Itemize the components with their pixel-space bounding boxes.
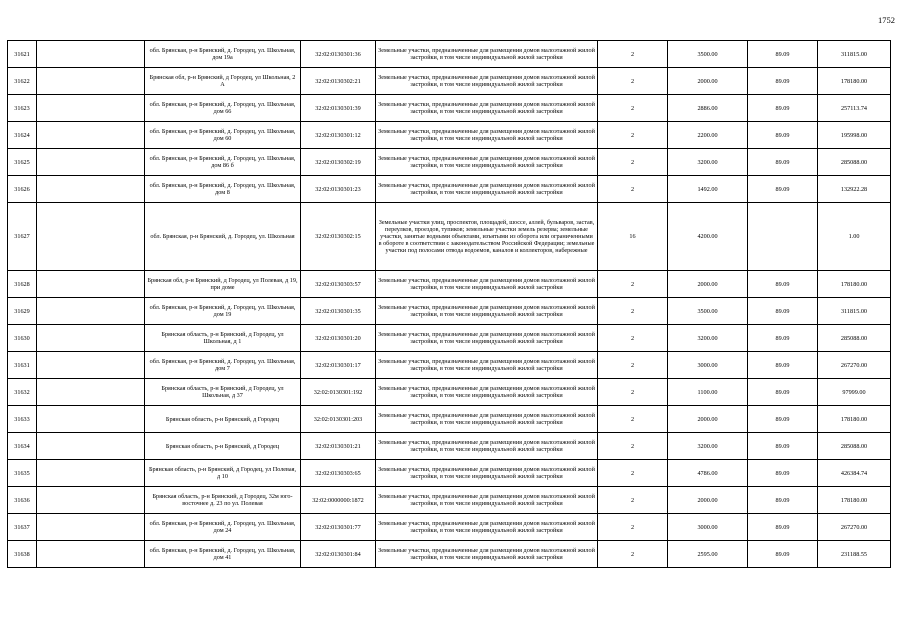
row-area: 4786.00: [668, 460, 748, 487]
row-value: 178180.00: [818, 406, 891, 433]
row-rate: 89.09: [748, 460, 818, 487]
row-address: Брянская область, р-н Брянский, д Городец, 32м юго-восточнее д. 23 по ул. Полевая: [145, 487, 301, 514]
row-group-code: 2: [598, 149, 668, 176]
row-id: 31633: [8, 406, 37, 433]
row-value: 178180.00: [818, 487, 891, 514]
row-rate: 89.09: [748, 433, 818, 460]
row-cadastral-number: 32:02:0130301:39: [301, 95, 376, 122]
row-address: обл. Брянская, р-н Брянский, д. Городец, ул. Школьная, дом 8: [145, 176, 301, 203]
row-purpose: Земельные участки, предназначенные для размещения домов малоэтажной жилой застройки, в том числе индивидуальной жилой застройки: [376, 406, 598, 433]
row-blank: [37, 271, 145, 298]
row-rate: 89.09: [748, 149, 818, 176]
row-purpose: Земельные участки улиц, проспектов, площадей, шоссе, аллей, бульваров, застав, переулков, проездов, тупиков; земельные участки земель резерва; земельные участки, занятые водными объектами, изъятыми из оборота или ограниченными в обороте в соответствии с законодательством Российской Федерации; земельные участки под полосами отвода водоемов, каналов и коллекторов, набережные: [376, 203, 598, 271]
table-row: [8, 433, 891, 460]
row-blank: [37, 149, 145, 176]
row-purpose: Земельные участки, предназначенные для размещения домов малоэтажной жилой застройки, в том числе индивидуальной жилой застройки: [376, 298, 598, 325]
row-purpose: Земельные участки, предназначенные для размещения домов малоэтажной жилой застройки, в том числе индивидуальной жилой застройки: [376, 122, 598, 149]
table-row: [8, 41, 891, 68]
row-cadastral-number: 32:02:0130303:65: [301, 460, 376, 487]
row-address: обл. Брянская, р-н Брянский, д. Городец, ул. Школьная, дом 24: [145, 514, 301, 541]
row-address: обл. Брянская, р-н Брянский, д. Городец, ул. Школьная, дом 41: [145, 541, 301, 568]
row-cadastral-number: 32:02:0130301:21: [301, 433, 376, 460]
row-address: обл. Брянская, р-н Брянский, д. Городец, ул. Школьная, дом 7: [145, 352, 301, 379]
row-rate: 89.09: [748, 379, 818, 406]
row-value: 285088.00: [818, 325, 891, 352]
row-id: 31621: [8, 41, 37, 68]
row-purpose: Земельные участки, предназначенные для размещения домов малоэтажной жилой застройки, в том числе индивидуальной жилой застройки: [376, 68, 598, 95]
row-id: 31626: [8, 176, 37, 203]
row-purpose: Земельные участки, предназначенные для размещения домов малоэтажной жилой застройки, в том числе индивидуальной жилой застройки: [376, 379, 598, 406]
page-number: 1752: [878, 15, 895, 25]
row-rate: 89.09: [748, 41, 818, 68]
row-group-code: 2: [598, 379, 668, 406]
row-purpose: Земельные участки, предназначенные для размещения домов малоэтажной жилой застройки, в том числе индивидуальной жилой застройки: [376, 41, 598, 68]
table-row: [8, 298, 891, 325]
row-value: 311815.00: [818, 41, 891, 68]
row-area: 3500.00: [668, 298, 748, 325]
row-id: 31623: [8, 95, 37, 122]
row-purpose: Земельные участки, предназначенные для размещения домов малоэтажной жилой застройки, в том числе индивидуальной жилой застройки: [376, 271, 598, 298]
row-blank: [37, 406, 145, 433]
row-group-code: 2: [598, 325, 668, 352]
row-group-code: 2: [598, 487, 668, 514]
row-area: 3500.00: [668, 41, 748, 68]
row-area: 2886.00: [668, 95, 748, 122]
row-blank: [37, 203, 145, 271]
row-id: 31634: [8, 433, 37, 460]
row-purpose: Земельные участки, предназначенные для размещения домов малоэтажной жилой застройки, в том числе индивидуальной жилой застройки: [376, 433, 598, 460]
row-area: 2000.00: [668, 271, 748, 298]
row-id: 31622: [8, 68, 37, 95]
row-address: Брянская область, р-н Брянский, д Городец, ул Школьная, д 37: [145, 379, 301, 406]
row-area: 1492.00: [668, 176, 748, 203]
row-group-code: 2: [598, 271, 668, 298]
row-rate: 89.09: [748, 352, 818, 379]
row-group-code: 2: [598, 68, 668, 95]
row-area: 2200.00: [668, 122, 748, 149]
row-rate: 89.09: [748, 487, 818, 514]
row-area: 2000.00: [668, 487, 748, 514]
row-blank: [37, 379, 145, 406]
row-address: обл. Брянская, р-н Брянский, д. Городец, ул. Школьная, дом 19а: [145, 41, 301, 68]
row-value: 1.00: [818, 203, 891, 271]
row-id: 31629: [8, 298, 37, 325]
row-rate: 89.09: [748, 122, 818, 149]
row-value: 426384.74: [818, 460, 891, 487]
row-group-code: 2: [598, 95, 668, 122]
row-group-code: 2: [598, 514, 668, 541]
row-address: Брянская обл, р-н Брянский, д Городец, ул Полевая, д 19, при доме: [145, 271, 301, 298]
row-cadastral-number: 32:02:0130301:203: [301, 406, 376, 433]
row-rate: 89.09: [748, 541, 818, 568]
row-value: 97999.00: [818, 379, 891, 406]
row-address: Брянская область, р-н Брянский, д Городец, ул Школьная, д 1: [145, 325, 301, 352]
row-cadastral-number: 32:02:0130301:20: [301, 325, 376, 352]
row-blank: [37, 298, 145, 325]
row-value: 267270.00: [818, 352, 891, 379]
cadastral-value-table: [7, 40, 891, 568]
row-value: 285088.00: [818, 149, 891, 176]
row-value: 311815.00: [818, 298, 891, 325]
row-id: 31635: [8, 460, 37, 487]
row-purpose: Земельные участки, предназначенные для размещения домов малоэтажной жилой застройки, в том числе индивидуальной жилой застройки: [376, 514, 598, 541]
row-id: 31631: [8, 352, 37, 379]
row-id: 31624: [8, 122, 37, 149]
row-purpose: Земельные участки, предназначенные для размещения домов малоэтажной жилой застройки, в том числе индивидуальной жилой застройки: [376, 176, 598, 203]
table-row: [8, 541, 891, 568]
row-rate: 89.09: [748, 406, 818, 433]
row-id: 31638: [8, 541, 37, 568]
row-area: 2000.00: [668, 68, 748, 95]
table-row: [8, 176, 891, 203]
row-blank: [37, 514, 145, 541]
row-cadastral-number: 32:02:0130303:57: [301, 271, 376, 298]
row-value: 257113.74: [818, 95, 891, 122]
row-purpose: Земельные участки, предназначенные для размещения домов малоэтажной жилой застройки, в том числе индивидуальной жилой застройки: [376, 352, 598, 379]
row-purpose: Земельные участки, предназначенные для размещения домов малоэтажной жилой застройки, в том числе индивидуальной жилой застройки: [376, 95, 598, 122]
row-rate: 89.09: [748, 271, 818, 298]
row-purpose: Земельные участки, предназначенные для размещения домов малоэтажной жилой застройки, в том числе индивидуальной жилой застройки: [376, 325, 598, 352]
row-blank: [37, 41, 145, 68]
row-cadastral-number: 32:02:0130301:77: [301, 514, 376, 541]
row-purpose: Земельные участки, предназначенные для размещения домов малоэтажной жилой застройки, в том числе индивидуальной жилой застройки: [376, 487, 598, 514]
row-blank: [37, 325, 145, 352]
row-cadastral-number: 32:02:0130301:36: [301, 41, 376, 68]
row-area: 3000.00: [668, 514, 748, 541]
row-address: Брянская область, р-н Брянский, д Городец, ул Полевая, д 10: [145, 460, 301, 487]
row-address: обл. Брянская, р-н Брянский, д. Городец, ул. Школьная, дом 86 б: [145, 149, 301, 176]
row-cadastral-number: 32:02:0130302:19: [301, 149, 376, 176]
row-group-code: 16: [598, 203, 668, 271]
row-blank: [37, 68, 145, 95]
row-group-code: 2: [598, 541, 668, 568]
table-row: [8, 460, 891, 487]
table-row: [8, 271, 891, 298]
row-cadastral-number: 32:02:0130301:84: [301, 541, 376, 568]
table-row: [8, 352, 891, 379]
row-cadastral-number: 32:02:0000000:1872: [301, 487, 376, 514]
table-row: [8, 203, 891, 271]
table-row: [8, 122, 891, 149]
row-value: 267270.00: [818, 514, 891, 541]
row-rate: 89.09: [748, 176, 818, 203]
row-blank: [37, 487, 145, 514]
row-value: 178180.00: [818, 271, 891, 298]
table-row: [8, 487, 891, 514]
row-id: 31627: [8, 203, 37, 271]
row-cadastral-number: 32:02:0130301:192: [301, 379, 376, 406]
row-purpose: Земельные участки, предназначенные для размещения домов малоэтажной жилой застройки, в том числе индивидуальной жилой застройки: [376, 460, 598, 487]
row-blank: [37, 460, 145, 487]
row-group-code: 2: [598, 176, 668, 203]
row-value: 132922.28: [818, 176, 891, 203]
row-cadastral-number: 32:02:0130302:15: [301, 203, 376, 271]
table-row: [8, 325, 891, 352]
row-group-code: 2: [598, 433, 668, 460]
row-group-code: 2: [598, 406, 668, 433]
row-group-code: 2: [598, 298, 668, 325]
row-cadastral-number: 32:02:0130301:17: [301, 352, 376, 379]
row-id: 31630: [8, 325, 37, 352]
row-rate: 89.09: [748, 68, 818, 95]
row-area: 3200.00: [668, 149, 748, 176]
row-id: 31628: [8, 271, 37, 298]
row-area: 1100.00: [668, 379, 748, 406]
row-area: 3200.00: [668, 325, 748, 352]
row-address: обл. Брянская, р-н Брянский, д. Городец, ул. Школьная, дом 19: [145, 298, 301, 325]
row-purpose: Земельные участки, предназначенные для размещения домов малоэтажной жилой застройки, в том числе индивидуальной жилой застройки: [376, 541, 598, 568]
row-rate: [748, 203, 818, 271]
row-area: 2595.00: [668, 541, 748, 568]
row-value: 195998.00: [818, 122, 891, 149]
row-cadastral-number: 32:02:0130301:23: [301, 176, 376, 203]
row-area: 3000.00: [668, 352, 748, 379]
row-rate: 89.09: [748, 298, 818, 325]
row-blank: [37, 176, 145, 203]
row-blank: [37, 541, 145, 568]
row-group-code: 2: [598, 352, 668, 379]
row-group-code: 2: [598, 122, 668, 149]
row-group-code: 2: [598, 460, 668, 487]
row-area: 4200.00: [668, 203, 748, 271]
row-blank: [37, 122, 145, 149]
row-cadastral-number: 32:02:0130302:21: [301, 68, 376, 95]
row-address: Брянская область, р-н Брянский, д Городец: [145, 406, 301, 433]
row-group-code: 2: [598, 41, 668, 68]
table-row: [8, 149, 891, 176]
row-id: 31637: [8, 514, 37, 541]
row-cadastral-number: 32:02:0130301:35: [301, 298, 376, 325]
row-value: 231188.55: [818, 541, 891, 568]
row-cadastral-number: 32:02:0130301:12: [301, 122, 376, 149]
row-blank: [37, 433, 145, 460]
row-id: 31625: [8, 149, 37, 176]
table-row: [8, 514, 891, 541]
row-address: обл. Брянская, р-н Брянский, д. Городец, ул. Школьная, дом 60: [145, 122, 301, 149]
row-blank: [37, 352, 145, 379]
row-address: Брянская область, р-н Брянский, д Городец: [145, 433, 301, 460]
table-row: [8, 95, 891, 122]
table-row: [8, 68, 891, 95]
row-value: 178180.00: [818, 68, 891, 95]
row-id: 31632: [8, 379, 37, 406]
row-address: Брянская обл, р-н Брянский, д Городец, ул Школьная, 2 А: [145, 68, 301, 95]
table-row: [8, 379, 891, 406]
row-value: 285088.00: [818, 433, 891, 460]
row-id: 31636: [8, 487, 37, 514]
table-row: [8, 406, 891, 433]
table-body: [8, 41, 891, 568]
row-address: обл. Брянская, р-н Брянский, д. Городец, ул. Школьная: [145, 203, 301, 271]
row-purpose: Земельные участки, предназначенные для размещения домов малоэтажной жилой застройки, в том числе индивидуальной жилой застройки: [376, 149, 598, 176]
row-area: 2000.00: [668, 406, 748, 433]
row-rate: 89.09: [748, 514, 818, 541]
row-rate: 89.09: [748, 95, 818, 122]
row-blank: [37, 95, 145, 122]
row-address: обл. Брянская, р-н Брянский, д. Городец, ул. Школьная, дом 66: [145, 95, 301, 122]
row-rate: 89.09: [748, 325, 818, 352]
row-area: 3200.00: [668, 433, 748, 460]
